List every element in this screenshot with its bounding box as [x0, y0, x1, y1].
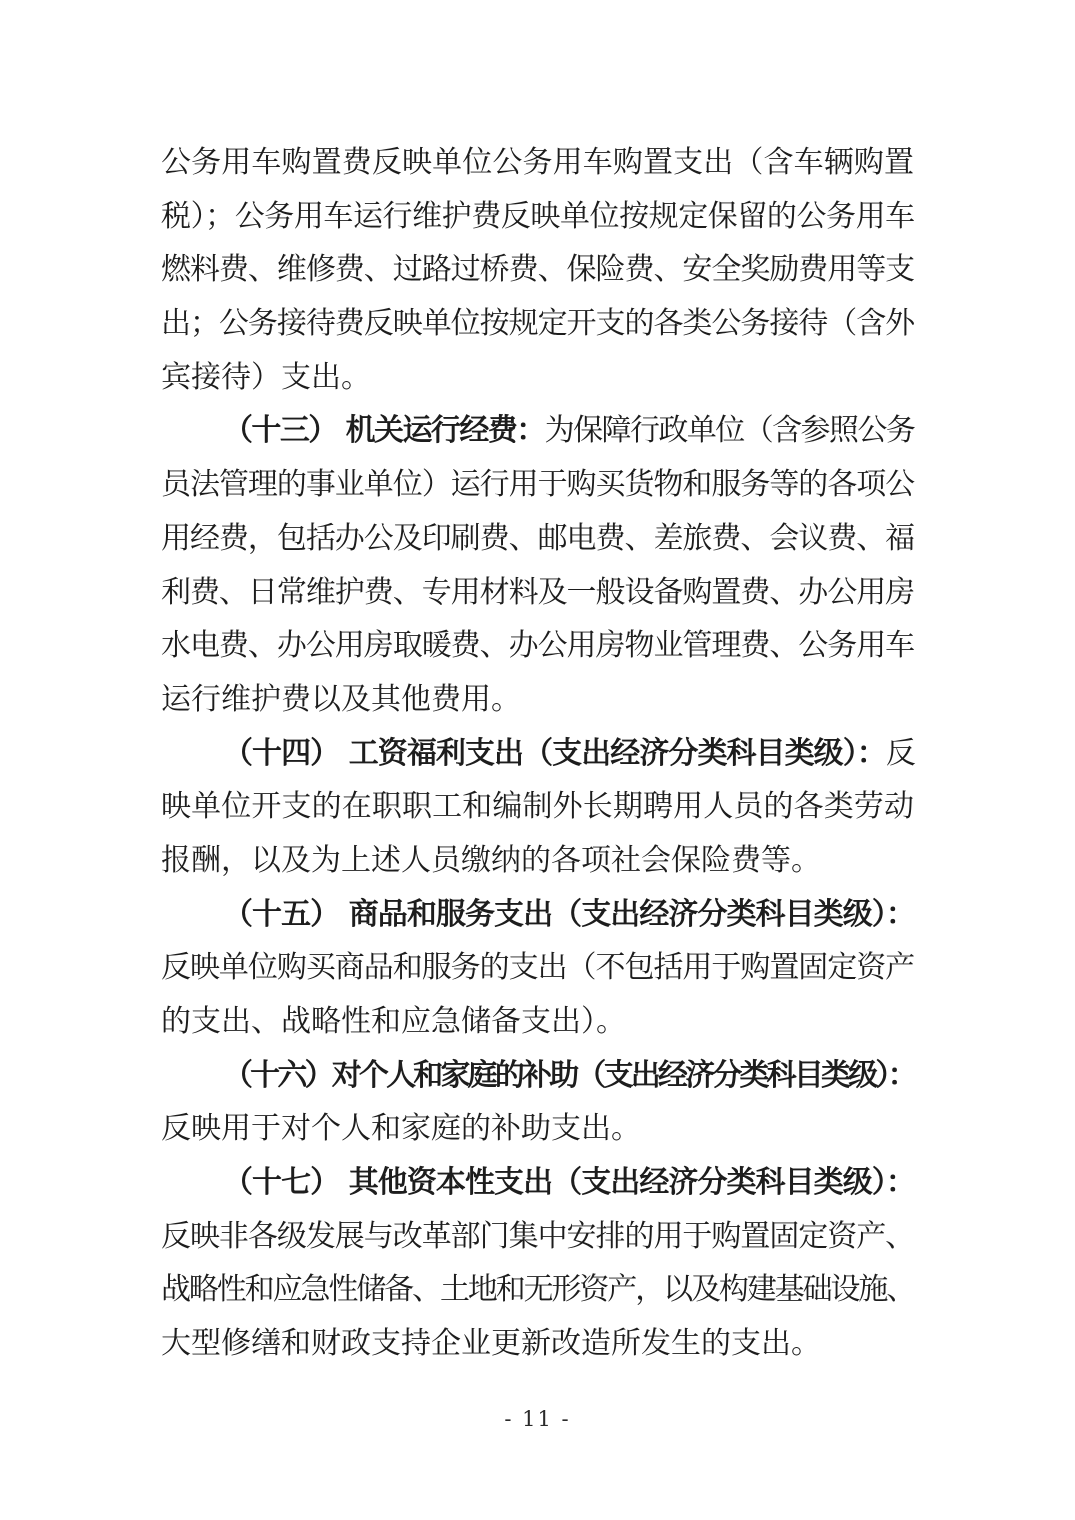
text-line [161, 727, 914, 781]
text-line [161, 1210, 914, 1264]
body-text: 报酬，以及为上述人员缴纳的各项社会保险费等。 [161, 842, 821, 878]
text-line [161, 351, 914, 405]
text-line [161, 458, 914, 512]
body-text: 反 [885, 735, 914, 771]
body-text: 燃料费、维修费、过路过桥费、保险费、安全奖励费用等支 [161, 252, 914, 288]
body-text: 映单位开支的在职职工和编制外长期聘用人员的各类劳动 [161, 789, 914, 825]
body-text: 宾接待）支出。 [161, 359, 371, 395]
heading-text: （十四） 工资福利支出（支出经济分类科目类级）： [223, 735, 886, 771]
paragraph [161, 1156, 914, 1371]
body-text: 战略性和应急性储备、土地和无形资产，以及构建基础设施、 [161, 1272, 914, 1308]
paragraph [161, 404, 914, 726]
text-line [161, 673, 914, 727]
body-text: 利费、日常维护费、专用材料及一般设备购置费、办公用房 [161, 574, 914, 610]
body-text: 的支出、战略性和应急储备支出）。 [161, 1004, 626, 1039]
text-line [161, 190, 914, 244]
text-line [161, 297, 914, 351]
body-text: 员法管理的事业单位）运行用于购买货物和服务等的各项公 [161, 467, 914, 503]
paragraph [161, 888, 914, 1049]
body-text: 反映单位购买商品和服务的支出（不包括用于购置固定资产 [161, 950, 914, 986]
text-line [161, 136, 914, 190]
body-text: 反映非各级发展与改革部门集中安排的用于购置固定资产、 [161, 1218, 914, 1254]
paragraph [161, 136, 914, 404]
text-line [161, 243, 914, 297]
text-line [161, 1317, 914, 1371]
text-line [161, 888, 914, 942]
text-line [161, 1156, 914, 1210]
body-text: 水电费、办公用房取暖费、办公用房物业管理费、公务用车 [161, 628, 914, 664]
body-text: 出；公务接待费反映单位按规定开支的各类公务接待（含外 [161, 306, 914, 342]
text-line [161, 1102, 914, 1156]
text-line [161, 834, 914, 888]
text-line [161, 566, 914, 620]
heading-text: （十六）对个人和家庭的补助（支出经济分类科目类级）： [223, 1057, 914, 1093]
text-line [161, 1049, 914, 1103]
text-line [161, 1263, 914, 1317]
body-text: 公务用车购置费反映单位公务用车购置支出（含车辆购置 [161, 145, 914, 180]
body-text: 税）；公务用车运行维护费反映单位按规定保留的公务用车 [161, 198, 914, 234]
body-text: 用经费，包括办公及印刷费、邮电费、差旅费、会议费、福 [161, 520, 914, 556]
body-text: 运行维护费以及其他费用。 [161, 681, 521, 717]
page-number: - 11 - [504, 1407, 571, 1431]
body-text: 大型修缮和财政支持企业更新改造所发生的支出。 [161, 1326, 821, 1362]
heading-text: （十七） 其他资本性支出（支出经济分类科目类级）： [223, 1165, 914, 1201]
paragraph [161, 1049, 914, 1156]
text-line [161, 941, 914, 995]
body-text: 反映用于对个人和家庭的补助支出。 [161, 1111, 641, 1147]
text-line [161, 512, 914, 566]
text-line [161, 780, 914, 834]
text-line [161, 619, 914, 673]
heading-text: （十三） 机关运行经费： [223, 413, 545, 449]
text-line [161, 404, 914, 458]
paragraph [161, 727, 914, 888]
text-line [161, 995, 914, 1049]
document-body [161, 136, 914, 1371]
heading-text: （十五） 商品和服务支出（支出经济分类科目类级）： [223, 896, 914, 932]
body-text: 为保障行政单位（含参照公务 [544, 413, 914, 449]
